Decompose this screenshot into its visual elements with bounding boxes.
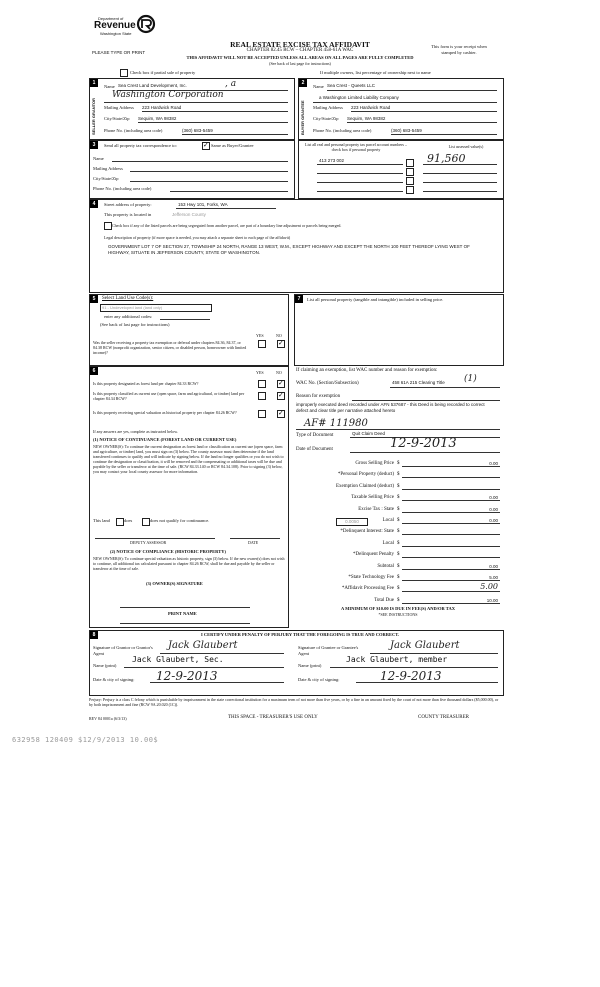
- grantee-date-hand[interactable]: 12-9-2013: [380, 669, 442, 683]
- buyer-side-label: BUYER GRANTEE: [300, 100, 305, 135]
- located-label: This property is located in: [104, 212, 152, 217]
- section5-yes-header: YES: [256, 333, 264, 338]
- notice1-body: NEW OWNER(S): To continue the current designation as forest land or classification as current use (open space, farm and agriculture, or timber) land, you must sign on (3) below. The county assessor must then determine if the land transferred continues to qualify and will indicate by signing below. If the land no longer qualifies or you do not wish to continue the designation or classification, it will be removed and the compensating or additional taxes will be due and payable by the seller or transferor at the time of sale. (RCW 84.33.140 or RCW 84.34.108). Prior to signing (3) below, you may contact your local county assessor for more information.: [93, 444, 284, 474]
- grantee-date-label: Date & city of signing:: [298, 677, 340, 682]
- send-correspondence-label: Send all property tax correspondence to:: [104, 143, 177, 148]
- forest-no-checkbox[interactable]: [277, 380, 285, 388]
- section-6-number: 6: [90, 367, 98, 375]
- doc-type-value[interactable]: Quit Claim Deed: [352, 431, 386, 436]
- additional-codes-label: enter any additional codes:: [104, 314, 153, 319]
- partial-sale-checkbox[interactable]: [120, 69, 128, 77]
- dollar-sign: $: [397, 540, 400, 546]
- does-not-checkbox[interactable]: [142, 518, 150, 526]
- dollar-sign: $: [397, 518, 400, 523]
- tax-row-value[interactable]: 0.00: [489, 506, 498, 512]
- section5-no-header: NO: [276, 333, 282, 338]
- assessed-value-hand[interactable]: 91,560: [427, 152, 466, 165]
- dollar-sign: $: [397, 575, 400, 580]
- parcel-value[interactable]: 413 273 002: [319, 158, 345, 163]
- tax-row-value[interactable]: 0.00: [489, 518, 498, 523]
- dollar-sign: $: [397, 597, 400, 603]
- wac-hand: (1): [464, 374, 477, 384]
- afn-hand: AF# 111980: [304, 418, 368, 429]
- perjury-note: Perjury: Perjury is a class C felony which is punishable by imprisonment in the state correctional institution for a maximum term of not more than five years, or by a fine in an amount fixed by the court of not more than five thousand dollars ($5,000.00), or by both imprisonment and fine (RCW 9A.20.020 (1C)).: [89, 697, 499, 707]
- send-mailing-label: Mailing Address: [93, 166, 123, 171]
- personal-property-list-label: List all personal property (tangible and intangible) included in selling price.: [307, 297, 444, 302]
- tax-row-value[interactable]: 0.00: [489, 563, 498, 569]
- tax-row-label: *Affidavit Processing Fee: [341, 586, 394, 592]
- check-mark-icon: ✓: [278, 409, 284, 417]
- reason-label: Reason for exemption: [296, 394, 341, 399]
- claiming-exemption-label: If claiming an exemption, list WAC number and reason for exemption:: [296, 368, 438, 373]
- same-as-buyer-label: Same as Buyer/Grantee: [211, 143, 254, 148]
- buyer-mailing-value[interactable]: 223 Hardwick Road: [351, 105, 391, 110]
- partial-sale-label: Check box if partial sale of property: [130, 70, 196, 75]
- parcel-header: List all real and personal property tax parcel account numbers – check box if personal property: [305, 142, 407, 152]
- tax-row-label: Taxable Selling Price: [351, 495, 394, 501]
- minimum-note: A MINIMUM OF $10.00 IS DUE IN FEE(S) AND/OR TAX: [341, 606, 455, 611]
- buyer-phone-value[interactable]: (360) 683-5459: [391, 128, 422, 133]
- dollar-sign: $: [397, 472, 400, 478]
- dept-line2: Revenue: [94, 20, 136, 31]
- check-mark-icon: ✓: [278, 339, 284, 347]
- seller-city-value[interactable]: Sequim, WA 98382: [138, 116, 177, 121]
- see-back-line: (See back of last page for instructions): [269, 61, 331, 66]
- section6-yes-header: YES: [256, 370, 264, 375]
- certify-statement: I CERTIFY UNDER PENALTY OF PERJURY THAT THE FOREGOING IS TRUE AND CORRECT.: [200, 632, 399, 637]
- exemption-no-checkbox[interactable]: [277, 340, 285, 348]
- deputy-assessor-label: DEPUTY ASSESSOR: [130, 540, 167, 545]
- dollar-sign: $: [397, 495, 400, 501]
- dor-logo: [90, 14, 170, 44]
- grantor-signature-label: Signature of Grantor or Grantor's Agent: [93, 645, 153, 656]
- dollar-sign: $: [397, 529, 400, 535]
- does-label: does: [124, 518, 133, 523]
- section-2-box: [298, 78, 504, 140]
- buyer-city-label: City/State/Zip: [313, 116, 339, 121]
- treasurer-stamp: 632958 120409 $12/9/2013 10.00$: [12, 736, 159, 744]
- legal-value[interactable]: GOVERNMENT LOT 7 OF SECTION 27, TOWNSHIP 24 NORTH, RANGE 13 WEST, W.M., EXCEPT HIGHWAY AND EXCEPT THE NORTH 100 FEET THEREOF LYING WEST OF HIGHWAY, SITUATE IN JEFFERSON COUNTY, STATE OF WASHINGTON.: [108, 244, 470, 255]
- tax-row-label: Excise Tax : State: [358, 506, 394, 512]
- personal-property-checkbox-3[interactable]: [406, 177, 414, 185]
- this-land-label: This land: [93, 518, 110, 523]
- dollar-sign: $: [397, 506, 400, 512]
- seller-name-hand2: Washington Corporation: [112, 90, 224, 100]
- section-6-box: [89, 366, 289, 628]
- section6-no-header: NO: [276, 370, 282, 375]
- section-1-box: [89, 78, 295, 140]
- see-back-label: (See back of last page for instructions): [100, 322, 170, 327]
- current-use-question: Is this property classified as current use (open space, farm and agricultural, or timber) land per chapter 84.34 RCW?: [93, 391, 245, 401]
- tax-row-label: Local: [382, 518, 394, 523]
- reason-value[interactable]: improperly executed deed recorded under AFN 537687 - this Deed is being recorded to correct defect and clear title per narrative attached hereto: [296, 402, 485, 413]
- section-1-number: 1: [90, 79, 98, 87]
- chapter-line: CHAPTER 82.45 RCW – CHAPTER 458-61A WAC: [246, 48, 354, 53]
- section-4-box: [89, 199, 504, 293]
- tax-row-value[interactable]: 5.00: [489, 575, 498, 580]
- located-value[interactable]: Jefferson County: [172, 212, 206, 217]
- local-rate-field[interactable]: 0.0050: [336, 518, 368, 526]
- tax-row-label: *Delinquent Penalty: [353, 552, 394, 558]
- current-use-yes-checkbox[interactable]: [258, 392, 266, 400]
- land-use-select[interactable]: [100, 304, 212, 312]
- section-2-number: 2: [299, 79, 307, 87]
- check-mark-icon: ✓: [278, 391, 284, 399]
- buyer-city-value[interactable]: Sequim, WA 98382: [347, 116, 386, 121]
- owner-signature-label: (3) OWNER(S) SIGNATURE: [146, 581, 203, 586]
- seller-name-label: Name: [104, 84, 115, 89]
- doc-date-label: Date of Document: [296, 447, 333, 452]
- check-mark-icon: ✓: [278, 379, 284, 387]
- historical-yes-checkbox[interactable]: [258, 410, 266, 418]
- print-name-label: PRINT NAME: [168, 611, 197, 616]
- section-7-box: [294, 294, 504, 366]
- land-use-label: Select Land Use Code(s):: [102, 296, 154, 301]
- doc-type-label: Type of Document: [296, 433, 334, 438]
- date-label: DATE: [248, 540, 259, 545]
- assessed-header: List assessed value(s): [448, 144, 484, 149]
- legal-label: Legal description of property (if more space is needed, you may attach a separate sheet to each page of the affidavit): [104, 235, 291, 240]
- notice1-title: (1) NOTICE OF CONTINUANCE (FOREST LAND OR CURRENT USE): [93, 437, 237, 442]
- grantee-signature-hand: Jack Glaubert: [390, 640, 460, 651]
- tax-row-label: *Delinquent Interest: State: [340, 529, 394, 535]
- seller-side-label: SELLER GRANTOR: [91, 97, 96, 135]
- section-7-number: 7: [295, 295, 303, 303]
- doc-date-hand[interactable]: 12-9-2013: [390, 436, 457, 451]
- grantee-signature-label: Signature of Grantee or Grantee's Agent: [298, 645, 359, 656]
- if-yes-note: If any answers are yes, complete as instructed below.: [93, 429, 178, 434]
- buyer-mailing-label: Mailing Address: [313, 105, 343, 110]
- same-as-buyer-checkbox[interactable]: [202, 142, 210, 150]
- seller-mailing-label: Mailing Address: [104, 105, 134, 110]
- street-value[interactable]: 153 Hwy 101, Forks, WA: [178, 202, 228, 207]
- parcel-box: [298, 140, 504, 199]
- exemption-question: Was the seller receiving a property tax exemption or deferral under chapters 84.36, 84.37, or 84.38 RCW (nonprofit organization, senior citizen, or disabled person, homeowner with limited income)?: [93, 340, 247, 355]
- grantor-date-hand[interactable]: 12-9-2013: [156, 669, 218, 683]
- buyer-name-value2[interactable]: a Washington Limited Liability Company: [319, 95, 399, 100]
- buyer-name-value[interactable]: Sea Crest - Queets LLC: [327, 83, 376, 88]
- tax-row-label: Local: [382, 540, 394, 546]
- section-4-number: 4: [90, 200, 98, 208]
- tax-row-label: Total Due: [374, 597, 394, 603]
- tax-row-value[interactable]: 0.00: [489, 461, 498, 466]
- forest-yes-checkbox[interactable]: [258, 380, 266, 388]
- historical-question: Is this property receiving special valuation as historical property per chapter 84.26 RCW?: [93, 410, 237, 415]
- dept-line3: Washington State: [100, 31, 132, 36]
- form-title: REAL ESTATE EXCISE TAX AFFIDAVIT: [230, 40, 370, 49]
- receipt-note: This form is your receipt when stamped by cashier.: [431, 44, 487, 55]
- tax-row-label: *Personal Property (deduct): [337, 472, 394, 478]
- tax-row-label: Subtotal: [377, 563, 394, 569]
- grantee-name-value[interactable]: Jack Glaubert, member: [346, 655, 448, 664]
- section-5-number: 5: [90, 295, 98, 303]
- personal-property-checkbox-4[interactable]: [406, 186, 414, 194]
- check-mark-icon: ✓: [203, 141, 209, 149]
- tax-row-label: *State Technology Fee: [348, 575, 394, 580]
- grantor-name-value[interactable]: Jack Glaubert, Sec.: [132, 655, 224, 664]
- historical-no-checkbox[interactable]: [277, 410, 285, 418]
- tax-row-value[interactable]: 0.00: [489, 495, 498, 501]
- county-treasurer: COUNTY TREASURER: [418, 715, 469, 720]
- exemption-yes-checkbox[interactable]: [258, 340, 266, 348]
- seller-name-value[interactable]: Sea Crest Land Development, Inc.: [118, 83, 187, 88]
- tax-row-value[interactable]: 5.00: [480, 582, 498, 592]
- please-type: PLEASE TYPE OR PRINT: [92, 50, 146, 55]
- dollar-sign: $: [397, 563, 400, 569]
- seller-name-hand: , a: [225, 79, 237, 89]
- current-use-no-checkbox[interactable]: [277, 392, 285, 400]
- seller-city-label: City/State/Zip: [104, 116, 130, 121]
- buyer-phone-label: Phone No. (including area code): [313, 128, 372, 133]
- seller-mailing-value[interactable]: 223 Hardwick Road: [142, 105, 182, 110]
- treasurer-only: THIS SPACE - TREASURER'S USE ONLY: [228, 715, 318, 720]
- does-not-label: does not qualify for continuance.: [150, 518, 210, 523]
- dollar-sign: $: [397, 586, 400, 592]
- segregated-checkbox[interactable]: [104, 222, 112, 230]
- personal-property-checkbox-2[interactable]: [406, 168, 414, 176]
- revenue-logo-icon: [136, 14, 156, 34]
- seller-phone-label: Phone No. (including area code): [104, 128, 163, 133]
- notice2-body: NEW OWNER(S): To continue special valuation as historic property, sign (3) below. If the new owner(s) does not wish to continue, all additional tax calculated pursuant to chapter 84.26 RCW, shall be due and payable by the seller or transferor at the time of sale.: [93, 556, 285, 571]
- notice2-title: (2) NOTICE OF COMPLIANCE (HISTORIC PROPERTY): [110, 549, 226, 554]
- see-instructions: *SEE INSTRUCTIONS: [378, 612, 418, 617]
- wac-value[interactable]: 458 61A 215 Clearing Title: [392, 380, 445, 385]
- seller-phone-value[interactable]: (360) 683-5459: [182, 128, 213, 133]
- does-checkbox[interactable]: [116, 518, 124, 526]
- grantor-date-label: Date & city of signing:: [93, 677, 135, 682]
- land-use-value: 91 - Undeveloped land (land only): [102, 305, 163, 310]
- send-name-label: Name: [93, 156, 104, 161]
- multiple-owners-label: If multiple owners, list percentage of ownership next to name: [320, 70, 431, 75]
- segregated-label: Check box if any of the listed parcels are being segregated from another parcel, are part of a boundary line adjustment or parcels being merged.: [112, 223, 342, 228]
- forest-land-question: Is this property designated as forest land per chapter 84.33 RCW?: [93, 381, 199, 386]
- warning-line: THIS AFFIDAVIT WILL NOT BE ACCEPTED UNLESS ALL AREAS ON ALL PAGES ARE FULLY COMPLETED: [186, 55, 414, 60]
- dept-line1: Department of: [98, 16, 124, 21]
- wac-label: WAC No. (Section/Subsection): [296, 381, 359, 386]
- grantor-name-label: Name (print): [93, 663, 117, 668]
- dollar-sign: $: [397, 552, 400, 558]
- tax-row-label: Gross Selling Price: [355, 461, 394, 466]
- dollar-sign: $: [397, 461, 400, 466]
- street-label: Street address of property:: [104, 202, 152, 207]
- section-3-number: 3: [90, 141, 98, 149]
- section-8-number: 8: [90, 631, 98, 639]
- tax-row-label: Exemption Claimed (deduct): [335, 483, 394, 489]
- personal-property-checkbox-1[interactable]: [406, 159, 414, 167]
- buyer-name-label: Name: [313, 84, 324, 89]
- grantee-name-label: Name (print): [298, 663, 322, 668]
- send-phone-label: Phone No. (including area code): [93, 186, 152, 191]
- rev-number: REV 84 0001a (6/3/13): [89, 716, 127, 721]
- grantor-signature-hand: Jack Glaubert: [168, 640, 238, 651]
- send-city-label: City/State/Zip: [93, 176, 119, 181]
- section-8-box: [89, 630, 504, 696]
- tax-row-value[interactable]: 10.00: [486, 597, 498, 603]
- section-3-box: [89, 140, 295, 199]
- section-5-box: [89, 294, 289, 366]
- dollar-sign: $: [397, 483, 400, 489]
